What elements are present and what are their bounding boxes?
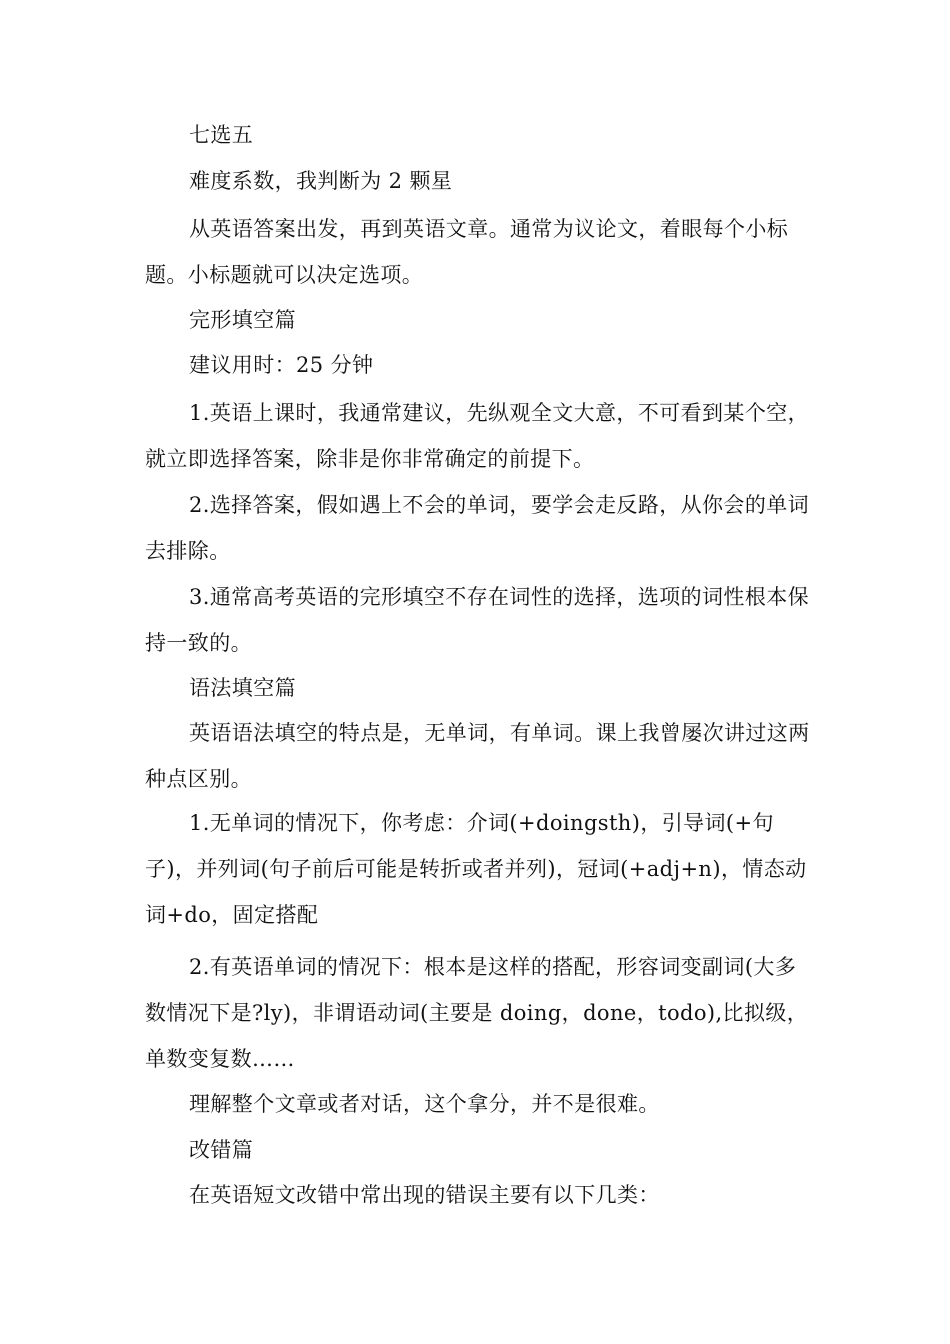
cloze-tip-3: 3.通常高考英语的完形填空不存在词性的选择，选项的词性根本保持一致的。 — [145, 585, 810, 655]
difficulty-line: 难度系数，我判断为 2 颗星 — [189, 169, 453, 193]
error-correction-intro: 在英语短文改错中常出现的错误主要有以下几类： — [189, 1183, 660, 1207]
grammar-summary: 理解整个文章或者对话，这个拿分，并不是很难。 — [189, 1092, 660, 1116]
cloze-tip-1: 1.英语上课时，我通常建议，先纵观全文大意，不可看到某个空，就立即选择答案，除非是你非常确定的前提下。 — [145, 401, 810, 471]
grammar-tip-1: 1.无单词的情况下，你考虑：介词(+doingsth)，引导词(+句子)，并列词(句子前后可能是转折或者并列)，冠词(+adj+n)，情态动词+do，固定搭配 — [145, 811, 807, 927]
heading-cloze: 完形填空篇 — [189, 308, 296, 332]
cloze-tip-2: 2.选择答案，假如遇上不会的单词，要学会走反路，从你会的单词去排除。 — [145, 493, 810, 563]
paragraph-strategy: 从英语答案出发，再到英语文章。通常为议论文，着眼每个小标题。小标题就可以决定选项。 — [145, 217, 789, 287]
heading-grammar-fill: 语法填空篇 — [189, 676, 296, 700]
grammar-intro: 英语语法填空的特点是，无单词，有单词。课上我曾屡次讲过这两种点区别。 — [145, 721, 810, 791]
heading-error-correction: 改错篇 — [189, 1138, 254, 1162]
suggested-time: 建议用时：25 分钟 — [189, 353, 374, 377]
heading-seven-choose-five: 七选五 — [189, 123, 254, 147]
grammar-tip-2: 2.有英语单词的情况下：根本是这样的搭配，形容词变副词(大多数情况下是?ly)，非谓语动词(主要是 doing，done，todo),比拟级，单数变复数…… — [145, 955, 809, 1071]
